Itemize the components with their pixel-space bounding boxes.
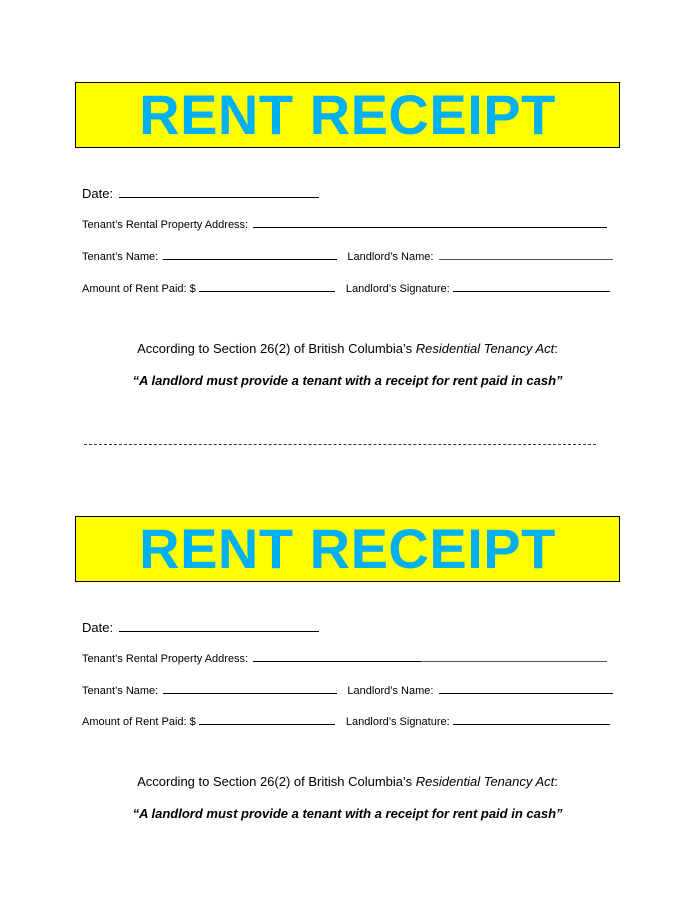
landlord-name-label: Landlord’s Name: — [347, 251, 434, 263]
amount-label: Amount of Rent Paid: $ — [82, 716, 196, 728]
signature-field[interactable] — [453, 713, 610, 725]
law-reference: According to Section 26(2) of British Columbia’s Residential Tenancy Act: — [137, 341, 558, 356]
signature-label: Landlord’s Signature: — [345, 716, 450, 728]
receipt-1-title-banner — [75, 82, 620, 148]
names-row — [82, 682, 613, 697]
address-field[interactable] — [253, 650, 421, 662]
date-row — [82, 186, 319, 201]
tenant-name-field[interactable] — [163, 682, 337, 694]
landlord-name-label: Landlord’s Name: — [347, 685, 434, 697]
tenant-name-label: Tenant’s Name: — [82, 685, 159, 697]
address-field-continued[interactable] — [421, 650, 607, 662]
names-row — [82, 248, 613, 263]
address-field[interactable] — [253, 216, 607, 228]
act-name: Residential Tenancy Act — [415, 341, 555, 356]
receipt-title: RENT RECEIPT — [139, 517, 556, 580]
law-quote: “A landlord must provide a tenant with a receipt for rent paid in cash” — [132, 806, 563, 821]
law-quote: “A landlord must provide a tenant with a receipt for rent paid in cash” — [132, 373, 563, 388]
signature-label: Landlord’s Signature: — [345, 283, 450, 295]
tenant-name-label: Tenant’s Name: — [82, 251, 159, 263]
amount-row — [82, 280, 610, 295]
date-row — [82, 620, 319, 635]
date-field[interactable] — [119, 620, 319, 632]
amount-field[interactable] — [199, 280, 335, 292]
date-field[interactable] — [119, 186, 319, 198]
address-label: Tenant’s Rental Property Address: — [82, 219, 249, 231]
act-name: Residential Tenancy Act — [415, 774, 555, 789]
amount-row — [82, 713, 610, 728]
amount-field[interactable] — [199, 713, 335, 725]
address-row — [82, 216, 607, 231]
receipt-2-title-banner — [75, 516, 620, 582]
address-row — [82, 650, 607, 665]
address-label: Tenant’s Rental Property Address: — [82, 653, 249, 665]
landlord-name-field[interactable] — [439, 682, 613, 694]
tenant-name-field[interactable] — [163, 248, 337, 260]
date-label: Date: — [82, 186, 114, 201]
cut-line-divider — [84, 444, 596, 445]
date-label: Date: — [82, 620, 114, 635]
signature-field[interactable] — [453, 280, 610, 292]
landlord-name-field[interactable] — [439, 248, 613, 260]
law-reference: According to Section 26(2) of British Columbia’s Residential Tenancy Act: — [137, 774, 558, 789]
amount-label: Amount of Rent Paid: $ — [82, 283, 196, 295]
receipt-title: RENT RECEIPT — [139, 83, 556, 146]
